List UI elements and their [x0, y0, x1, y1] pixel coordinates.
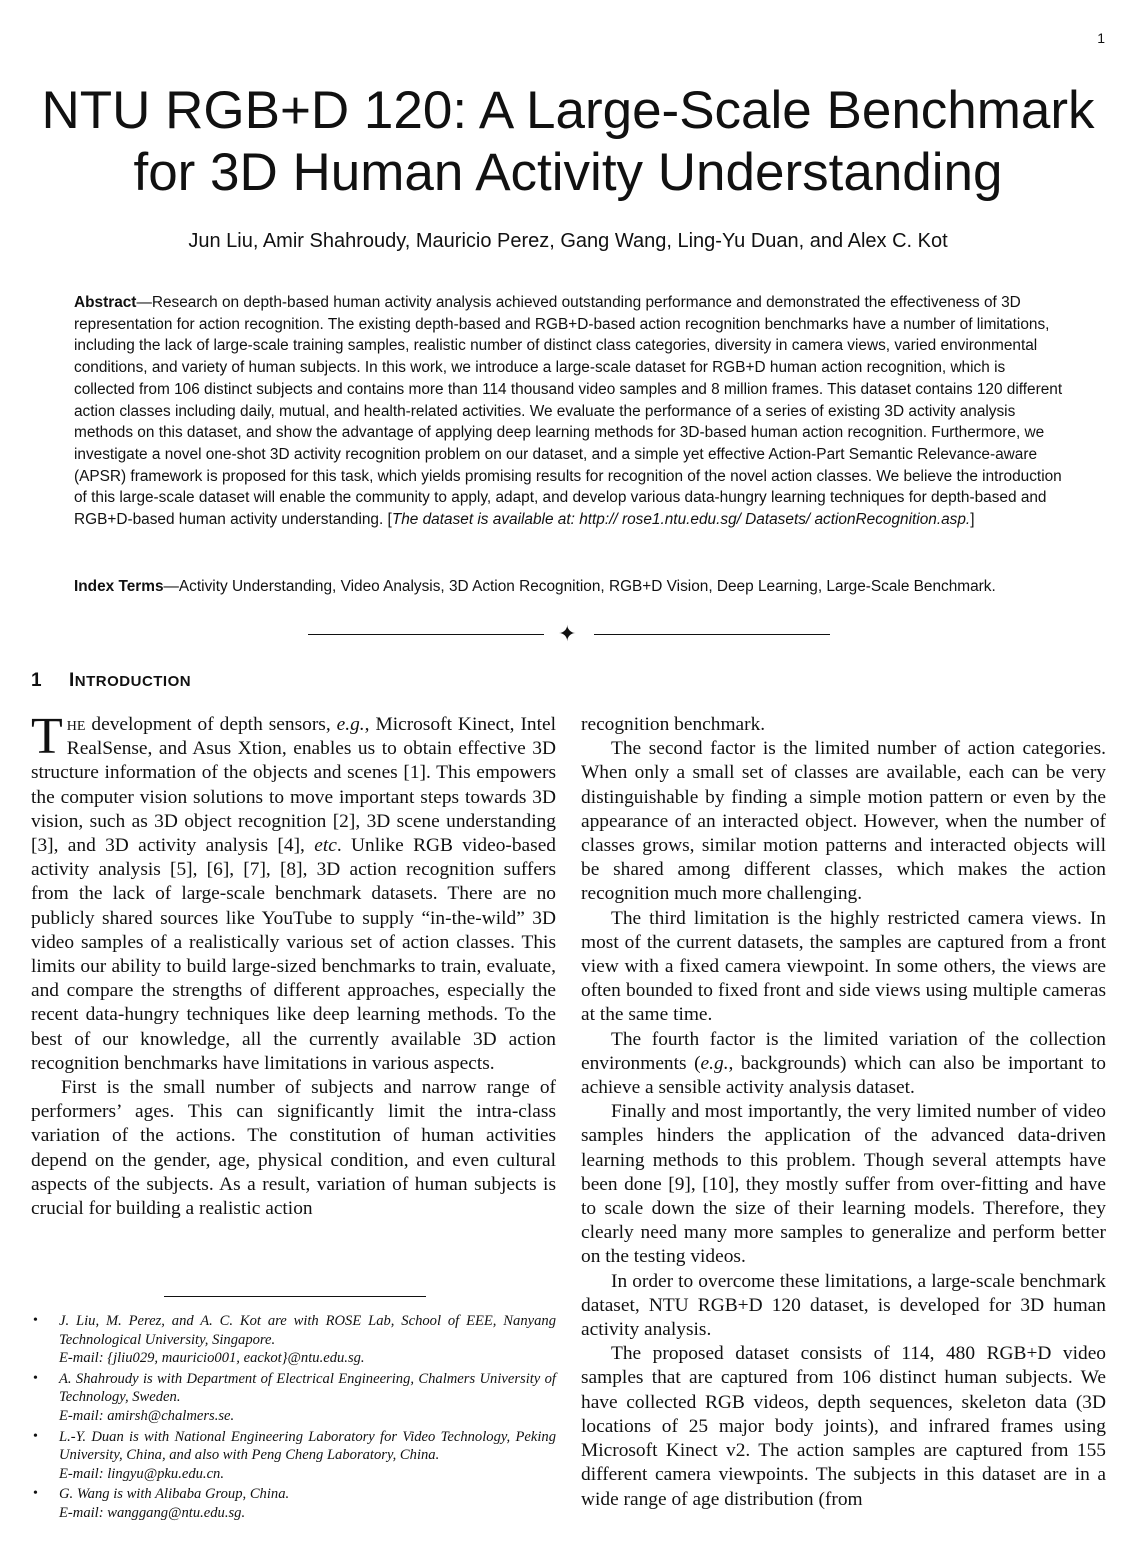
- section-title-initial: I: [69, 670, 75, 691]
- drop-cap: T: [31, 708, 63, 765]
- dataset-availability: The dataset is available at: http:// rose1.ntu.edu.sg/ Datasets/ actionRecognition.asp.: [391, 511, 971, 529]
- footnote-affiliation: G. Wang is with Alibaba Group, China.: [59, 1486, 290, 1503]
- text-run: , backgrounds) which can also be important to achieve a sensible activity analysis dataset.: [581, 1052, 1106, 1099]
- abstract-text: —Research on depth-based human activity analysis achieved outstanding performance and demonstrated the effectiveness of 3D representation for action recognition. The existing depth-based and RGB+D-based action recognition benchmarks have a number of limitations, including the lack of large-scale training samples, realistic number of distinct class categories, diversity in camera views, varied environmental conditions, and variety of human subjects. In this work, we introduce a large-scale dataset for RGB+D human action recognition, which is collected from 106 distinct subjects and contains more than 114 thousand video samples and 8 million frames. This dataset contains 120 different action classes including daily, mutual, and health-related activities. We evaluate the performance of a series of existing 3D activity analysis methods on this dataset, and show the advantage of applying deep learning methods for 3D-based human action recognition. Furthermore, we investigate a novel one-shot 3D activity recognition problem on our dataset, and a simple yet effective Action-Part Semantic Relevance-aware (APSR) framework is proposed for this task, which yields promising results for recognition of the novel action classes. We believe the introduction of this large-scale dataset will enable the community to apply, adapt, and develop various data-hungry learning techniques for depth-based and RGB+D-based human activity understanding.: [74, 294, 1063, 529]
- paper-title: [0, 80, 1136, 204]
- intro-paragraph-6: Finally and most importantly, the very limited number of video samples hinders the application of the advanced data-driven learning methods to this problem. Though several attempts have been done [9], [10], they mostly suffer from over-fitting and have to scale down the size of their learning models. Therefore, they clearly need many more samples to generalize and perform better on the testing videos.: [581, 1101, 1106, 1268]
- drop-cap-smallcaps: he: [66, 714, 86, 735]
- footnote-email: E-mail: lingyu@pku.edu.cn.: [59, 1465, 224, 1482]
- divider-line-left: [308, 634, 544, 635]
- footnote-affiliation: A. Shahroudy is with Department of Electrical Engineering, Chalmers University of Technology, Sweden.: [59, 1370, 556, 1406]
- abstract: [74, 292, 1066, 531]
- intro-paragraph-4: The third limitation is the highly restricted camera views. In most of the current datasets, the samples are captured from a front view with a fixed camera viewpoint. In some others, the views are often bounded to fixed front and side views using multiple cameras at the same time.: [581, 907, 1106, 1026]
- footnote-item: [31, 1312, 556, 1368]
- footnote-affiliation: J. Liu, M. Perez, and A. C. Kot are with ROSE Lab, School of EEE, Nanyang Technological University, Singapore.: [59, 1313, 556, 1348]
- italic-eg: e.g.: [700, 1052, 729, 1074]
- text-run: development of depth sensors,: [85, 714, 337, 735]
- section-number: 1: [31, 670, 43, 691]
- intro-paragraph-2: First is the small number of subjects and narrow range of performers’ ages. This can significantly limit the intra-class variation of the actions. The constitution of human activities depend on the gender, age, physical condition, and even cultural aspects of the subjects. As a result, variation of human subjects is crucial for building a realistic action: [31, 1077, 556, 1220]
- title-line-1: NTU RGB+D 120: A Large-Scale Benchmark: [41, 81, 1095, 140]
- footnote-rule: [164, 1296, 426, 1297]
- text-run: The fourth factor is the limited variation of the collection environments (: [581, 1028, 1106, 1074]
- intro-paragraph-5: [581, 1028, 1106, 1101]
- abstract-bracket-close: ]: [970, 511, 975, 529]
- footnote-email: E-mail: {jliu029, mauricio001, eackot}@ntu.edu.sg.: [59, 1350, 365, 1367]
- intro-paragraph-3: The second factor is the limited number of action categories. When only a small set of classes are available, each can be very distinguishable by finding a simple motion pattern or even by the appearance of an interacted object. However, when the number of classes grows, similar motion patterns and interacted objects will be shared among different classes, which makes the action recognition much more challenging.: [581, 738, 1106, 905]
- divider-line-right: [594, 634, 830, 635]
- abstract-bracket-open: [: [387, 511, 392, 529]
- footnote-affiliation: L.-Y. Duan is with National Engineering Laboratory for Video Technology, Peking University, China, and also with Peng Cheng Laboratory, China.: [59, 1428, 556, 1464]
- intro-paragraph-7: In order to overcome these limitations, a large-scale benchmark dataset, NTU RGB+D 120 dataset, is developed for 3D human activity analysis.: [581, 1270, 1106, 1341]
- title-line-2: for 3D Human Activity Understanding: [133, 143, 1003, 202]
- italic-eg: e.g.: [336, 714, 365, 735]
- footnote-email: E-mail: amirsh@chalmers.se.: [59, 1407, 235, 1424]
- section-title-rest: NTRODUCTION: [74, 673, 192, 690]
- footnote-item: [31, 1370, 556, 1426]
- page-number: 1: [1097, 30, 1105, 46]
- footnotes: [31, 1312, 556, 1525]
- intro-paragraph-continued: recognition benchmark.: [581, 714, 766, 735]
- bullet-icon: •: [33, 1428, 38, 1444]
- italic-etc: etc: [314, 835, 337, 857]
- intro-paragraph-8: The proposed dataset consists of 114, 480 RGB+D video samples that are captured from 106 distinct human subjects. We have collected RGB videos, depth sequences, skeleton data (3D locations of 25 major body joints), and infrared frames using Microsoft Kinect v2. The action samples are captured from 155 different camera viewpoints. The subjects in this dataset are in a wide range of age distribution (from: [581, 1343, 1106, 1510]
- index-terms-label: Index Terms: [74, 578, 164, 595]
- bullet-icon: •: [33, 1313, 38, 1328]
- bullet-icon: •: [33, 1370, 38, 1386]
- index-terms-text: —Activity Understanding, Video Analysis, 3D Action Recognition, RGB+D Vision, Deep Learning, Large-Scale Benchmark.: [163, 578, 996, 595]
- bullet-icon: •: [33, 1486, 38, 1502]
- index-terms: [74, 576, 1066, 598]
- section-heading: [31, 670, 191, 692]
- footnote-email: E-mail: wanggang@ntu.edu.sg.: [59, 1504, 246, 1521]
- author-list: Jun Liu, Amir Shahroudy, Mauricio Perez, Gang Wang, Ling-Yu Duan, and Alex C. Kot: [188, 230, 948, 252]
- text-run: . Unlike RGB video-based activity analysis [5], [6], [7], [8], 3D action recognition suffers from the lack of large-scale benchmark datasets. There are no publicly shared sources like YouTube to supply “in-the-wild” 3D video samples of a realistically various set of action classes. This limits our ability to build large-sized benchmarks to train, evaluate, and compare the strengths of different approaches, especially the recent data-hungry techniques like deep learning methods. To the best of our knowledge, all the currently available 3D action recognition benchmarks have limitations in various aspects.: [31, 835, 556, 1074]
- text-run: , Microsoft Kinect, Intel RealSense, and Asus Xtion, enables us to obtain effective 3D structure information of the objects and scenes [1]. This empowers the computer vision solutions to move important steps towards 3D vision, such as 3D object recognition [2], 3D scene understanding [3], and 3D activity analysis [4],: [31, 714, 556, 857]
- footnote-item: [31, 1428, 556, 1484]
- divider-diamond-icon: ✦: [558, 621, 577, 646]
- abstract-label: Abstract: [74, 294, 137, 311]
- footnote-item: [31, 1485, 556, 1522]
- right-column: [581, 713, 1106, 1512]
- left-column: [31, 708, 556, 1221]
- intro-paragraph-1: [31, 708, 556, 1076]
